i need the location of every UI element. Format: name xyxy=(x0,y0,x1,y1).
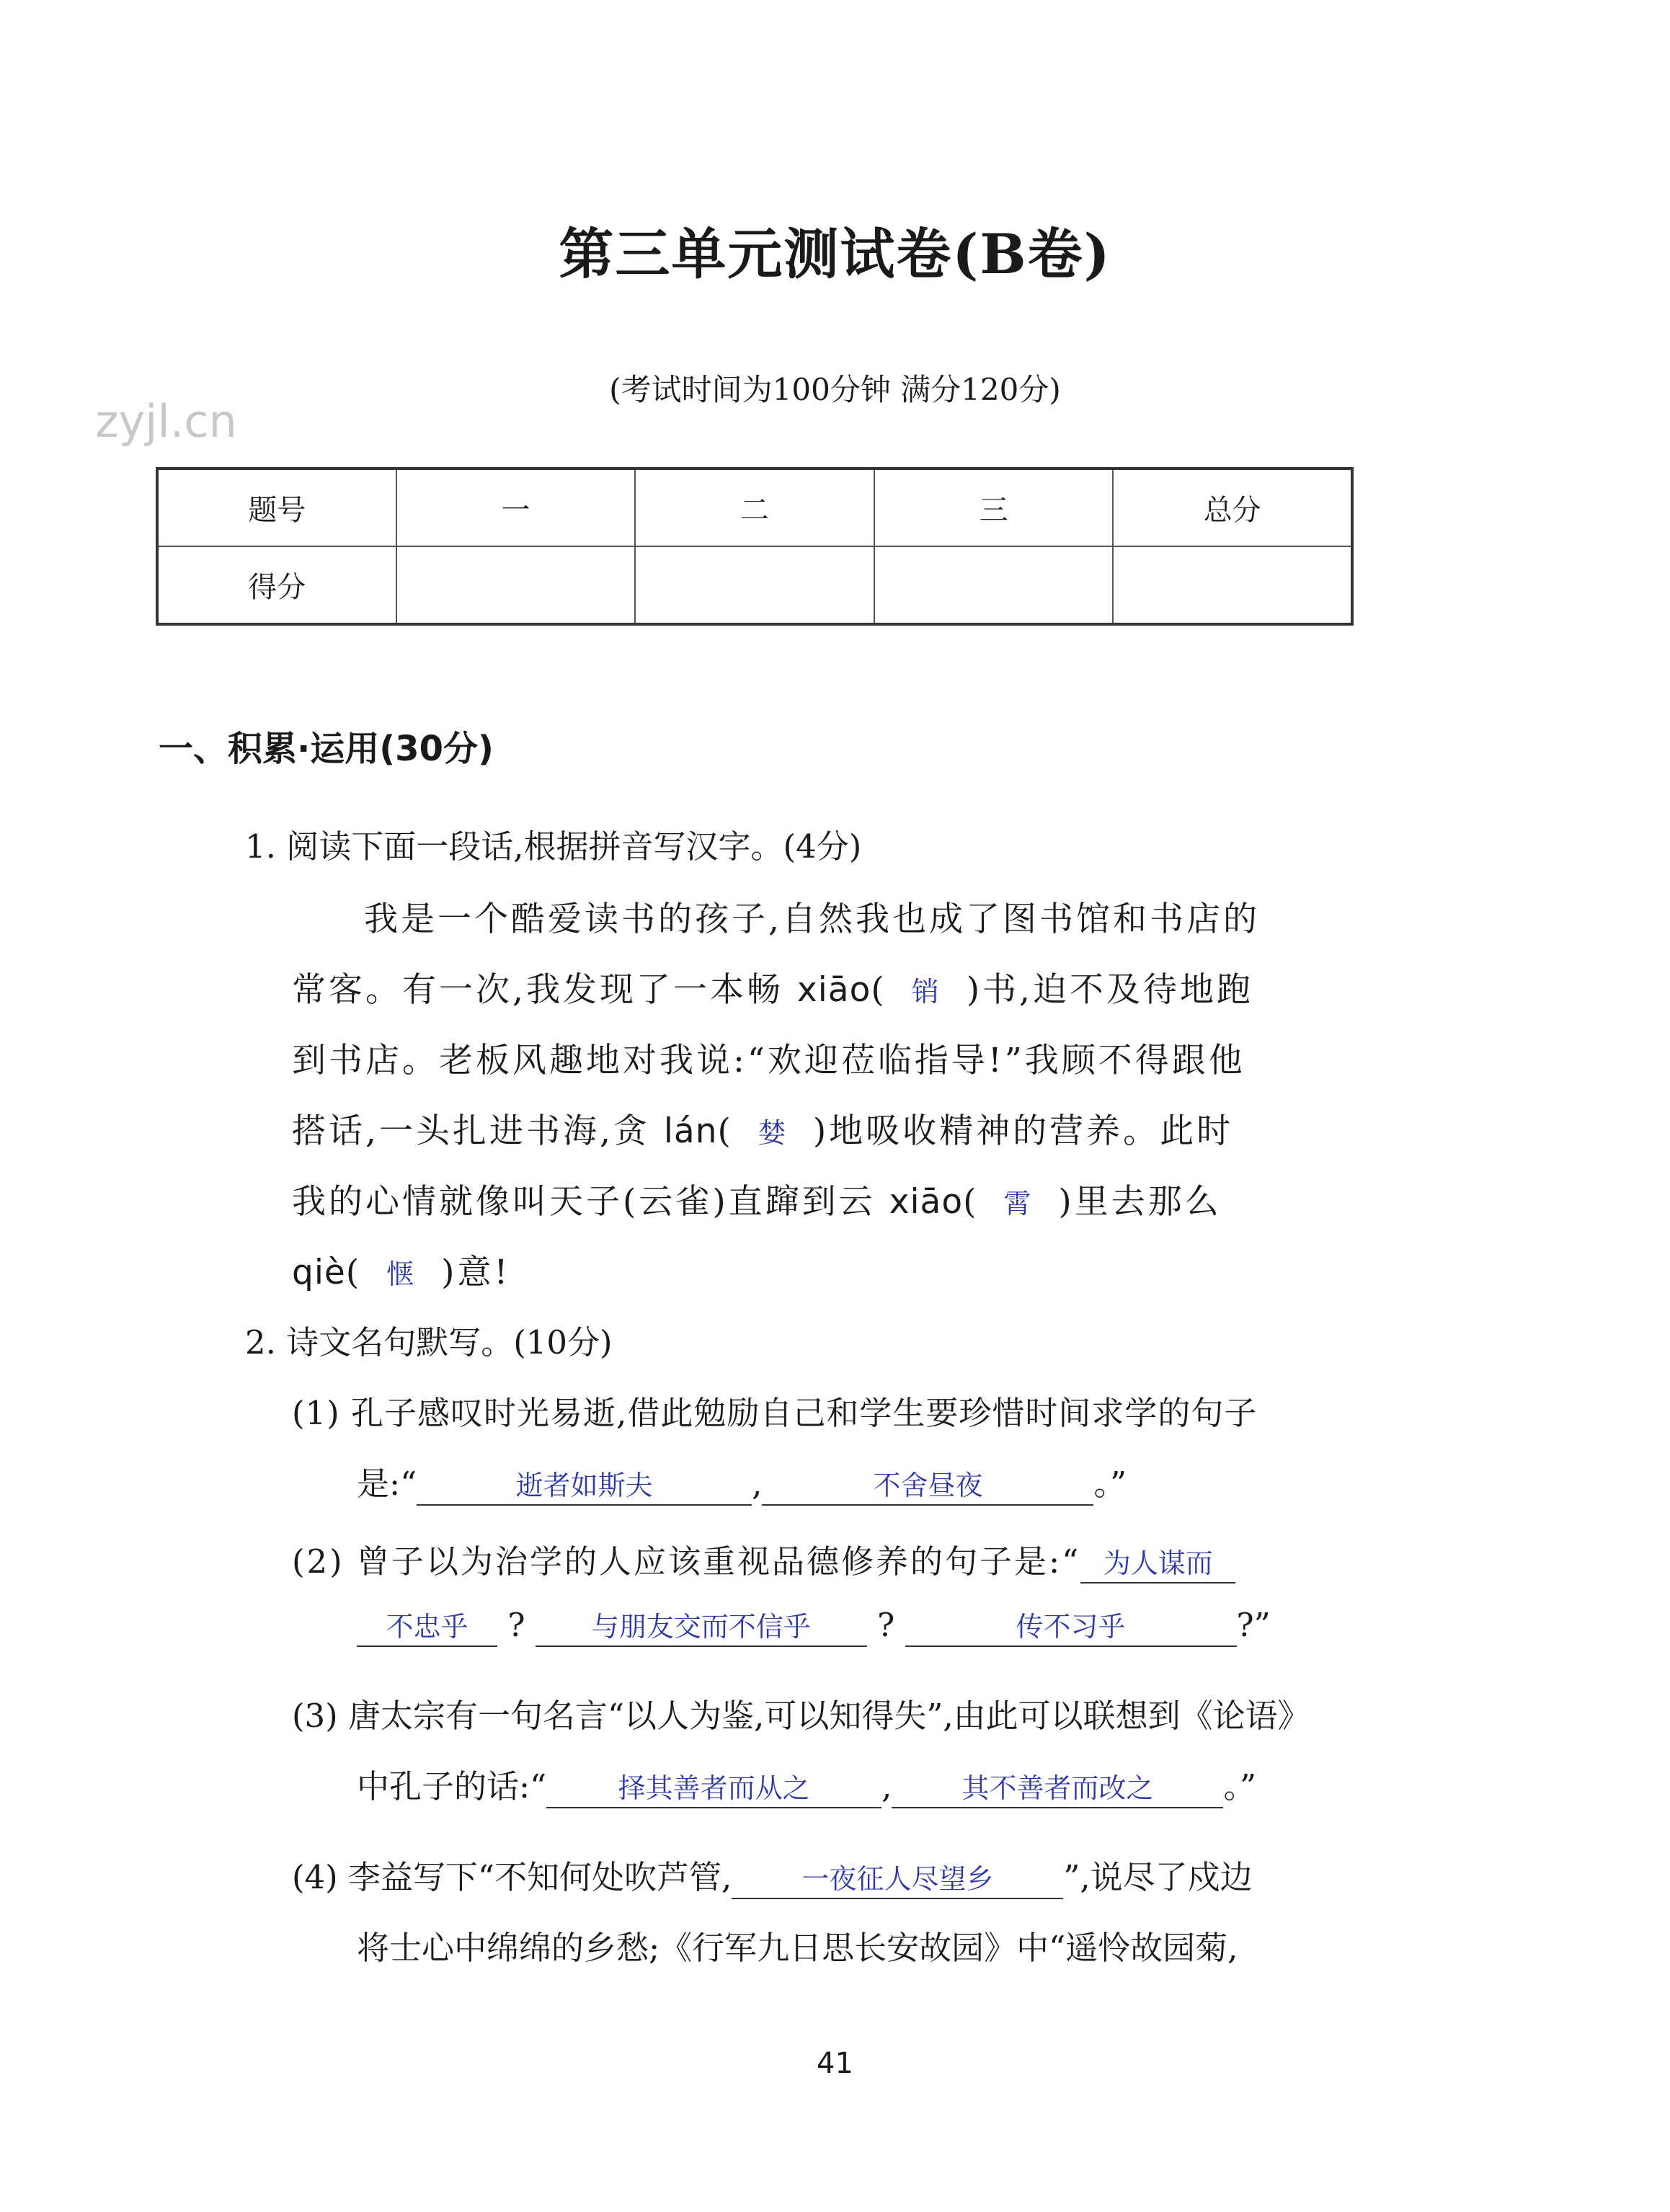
comma: , xyxy=(881,1767,892,1805)
answer-blank: 逝者如斯夫 xyxy=(417,1467,752,1506)
exam-info: (考试时间为100分钟 满分120分) xyxy=(609,372,1061,407)
table-header-cell: 一 xyxy=(396,468,636,546)
quote-open: 是:“ xyxy=(357,1465,417,1503)
passage-line: 到书店。老板风趣地对我说:“欢迎莅临指导!”我顾不得跟他 xyxy=(292,1041,1245,1080)
quote-open: 中孔子的话:“ xyxy=(357,1767,547,1805)
sub-question-3: (3) 唐太宗有一句名言“以人为鉴,可以知得失”,由此可以联想到《论语》 xyxy=(292,1697,1310,1735)
passage-text: )意! xyxy=(441,1253,511,1292)
score-cell xyxy=(1113,546,1352,624)
answer-blank: 其不善者而改之 xyxy=(892,1769,1223,1808)
passage-line xyxy=(292,963,1253,1011)
pinyin: lán xyxy=(663,1111,718,1151)
sub-question-4-text: ”,说尽了戍边 xyxy=(1063,1858,1253,1896)
question-mark: ? xyxy=(507,1606,525,1644)
passage-line: 我是一个酷爱读书的孩子,自然我也成了图书馆和书店的 xyxy=(364,900,1260,939)
quote-close: 。” xyxy=(1093,1465,1127,1503)
comma: , xyxy=(752,1465,763,1503)
sub-question-2-answer-line xyxy=(357,1606,1271,1647)
paren-open: ( xyxy=(871,970,887,1010)
pinyin: xiāo xyxy=(796,970,871,1010)
answer-blank: 不忠乎 xyxy=(357,1608,497,1647)
sub-question-2 xyxy=(292,1535,1235,1584)
answer-blank: 传不习乎 xyxy=(905,1608,1237,1647)
answer-blank: 不舍昼夜 xyxy=(762,1467,1093,1506)
score-cell xyxy=(635,546,874,624)
watermark: zyjl.cn xyxy=(95,395,237,448)
quote-close: 。” xyxy=(1223,1767,1256,1805)
answer-blank: 一夜征人尽望乡 xyxy=(732,1860,1063,1899)
answer-blank: 择其善者而从之 xyxy=(546,1769,881,1808)
sub-question-1-answer-line xyxy=(357,1457,1127,1506)
table-header-cell: 题号 xyxy=(157,468,396,546)
question-mark: ? xyxy=(877,1606,895,1644)
table-row xyxy=(157,546,1352,624)
passage-line xyxy=(292,1175,1222,1223)
passage-text: )里去那么 xyxy=(1058,1182,1222,1222)
pinyin: qiè xyxy=(292,1253,346,1292)
question-2-stem: 2. 诗文名句默写。(10分) xyxy=(245,1323,613,1362)
page-title: 第三单元测试卷(B卷) xyxy=(559,222,1111,286)
answer-handwritten: 霄 xyxy=(1003,1188,1034,1220)
sub-question-4 xyxy=(292,1851,1253,1899)
page-number: 41 xyxy=(817,2047,853,2080)
passage-text: )书,迫不及待地跑 xyxy=(966,970,1253,1010)
paren-open: ( xyxy=(717,1111,734,1151)
passage-text: )地吸收精神的营养。此时 xyxy=(812,1111,1234,1151)
passage-text: 搭话,一头扎进书海,贪 xyxy=(292,1111,650,1151)
table-header-cell: 三 xyxy=(874,468,1114,546)
table-header-row xyxy=(157,468,1352,546)
passage-text: 常客。有一次,我发现了一本畅 xyxy=(292,970,783,1010)
quote-close: ?” xyxy=(1236,1606,1271,1644)
answer-handwritten: 销 xyxy=(911,976,942,1008)
pinyin: xiāo xyxy=(889,1182,964,1222)
answer-handwritten: 惬 xyxy=(386,1258,417,1290)
table-header-cell: 二 xyxy=(635,468,874,546)
sub-question-3-answer-line xyxy=(357,1760,1256,1808)
passage-text: 我的心情就像叫天子(云雀)直蹿到云 xyxy=(292,1182,876,1222)
paren-open: ( xyxy=(345,1253,363,1292)
paren-open: ( xyxy=(963,1182,980,1222)
question-1-stem: 1. 阅读下面一段话,根据拼音写汉字。(4分) xyxy=(245,827,862,866)
passage-line xyxy=(292,1104,1233,1152)
answer-blank: 与朋友交而不信乎 xyxy=(536,1608,867,1647)
sub-question-4-line-2: 将士心中绵绵的乡愁;《行军九日思长安故园》中“遥怜故园菊, xyxy=(357,1929,1238,1967)
table-row-label: 得分 xyxy=(157,546,396,624)
score-table xyxy=(156,467,1354,626)
answer-blank: 为人谋而 xyxy=(1080,1545,1235,1584)
passage-line xyxy=(292,1245,510,1294)
sub-question-4-text: (4) 李益写下“不知何处吹芦管, xyxy=(292,1858,732,1896)
table-header-cell: 总分 xyxy=(1113,468,1352,546)
section-heading: 一、积累·运用(30分) xyxy=(159,729,494,769)
sub-question-1: (1) 孔子感叹时光易逝,借此勉励自己和学生要珍惜时间求学的句子 xyxy=(292,1394,1258,1432)
score-cell xyxy=(874,546,1114,624)
answer-handwritten: 婪 xyxy=(758,1117,789,1149)
sub-question-2-text: (2) 曾子以为治学的人应该重视品德修养的句子是:“ xyxy=(292,1542,1081,1581)
score-cell xyxy=(396,546,636,624)
